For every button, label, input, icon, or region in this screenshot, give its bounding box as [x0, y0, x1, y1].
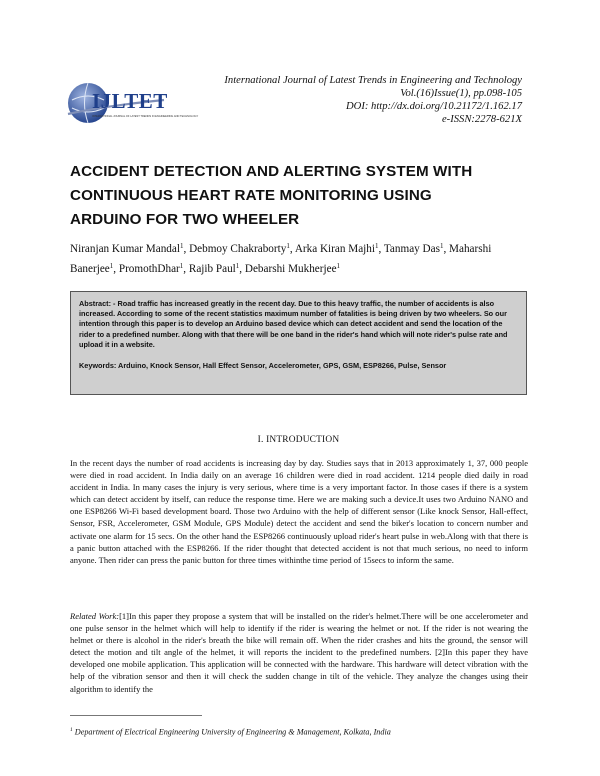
author: Tanmay Das$^1$,: [383, 242, 450, 255]
section-heading: I. INTRODUCTION: [257, 435, 340, 445]
journal-name: International Journal of Latest Trends in Engineering and Technology: [224, 75, 522, 86]
footnote-mark: 1: [70, 727, 73, 733]
journal-logo: [64, 76, 199, 132]
author: Maharshi Banerjee$^1$,: [70, 243, 492, 275]
keywords: Keywords: Arduino, Knock Sensor, Hall Effect Sensor, Accelerometer, GPS, GSM, ESP8266, Pulse, Sensor: [79, 361, 447, 371]
abstract-box: [70, 291, 527, 395]
abstract-text: Abstract: - Road traffic has increased greatly in the recent day. Due to this heavy traffic, the number of accidents is also increased. According to some of the recent statistics maximum number of fatalities is being driven by two wheelers. So our intention through this paper is to develop an Arduino based device which can detect accident and send the location of the rider to a predefined number. Along with that there will be one band in the rider's hand which will note rider's pulse rate and upload it in a website.: [79, 299, 508, 349]
title-line: ARDUINO FOR TWO WHEELER: [70, 211, 300, 228]
journal-issn: e-ISSN:2278-621X: [441, 114, 522, 125]
related-work-text: [1]In this paper they propose a system that will be installed on the rider's helmet.There will be one accelerometer and one pulse sensor in the helmet which will help to identify if the rider is wearing the helmet or not. If the rider is not wearing the helmet or there is alcohol in the rider's breath the bike will remain off. When the rider crashes and hits the ground, the sensor will detect the motion and tilt angle of the helmet, it will reports the incident to the predefined numbers. [2]In this paper they have developed one mobile application. This application will be connected with the hardware. This hardware will detect vibration with the help of the vibration sensor and then it will check the sudden change in tilt of the vehicle. They analyze the changes using their algorithm to identify the: [70, 611, 528, 694]
related-work-label: Related Work:: [70, 611, 120, 621]
author: Debmoy Chakraborty$^1$,: [189, 242, 295, 255]
footnote-text: Department of Electrical Engineering University of Engineering & Management, Kolkata, India: [72, 727, 391, 737]
author: Debarshi Mukherjee$^1$: [244, 262, 341, 275]
paper-title: [70, 160, 540, 232]
footnote: [70, 727, 530, 737]
journal-doi: DOI: http://dx.doi.org/10.21172/1.162.17: [346, 101, 522, 112]
author: Niranjan Kumar Mandal$^1$,: [70, 242, 190, 255]
paragraph: [70, 610, 528, 695]
journal-header: [162, 74, 522, 126]
author: Rajib Paul$^1$,: [188, 262, 245, 275]
author: Arka Kiran Majhi$^1$,: [294, 242, 384, 255]
logo-tagline: INTERNATIONAL JOURNAL OF LATEST TRENDS IN ENGINEERING AND TECHNOLOGY: [92, 115, 199, 118]
author-list: [70, 238, 535, 278]
title-line: ACCIDENT DETECTION AND ALERTING SYSTEM WITH: [70, 163, 473, 180]
logo-text: IJLTET: [92, 89, 168, 113]
author: PromothDhar$^1$,: [118, 262, 189, 275]
footnote-divider: [70, 715, 202, 716]
journal-volume: Vol.(16)Issue(1), pp.098-105: [400, 88, 522, 99]
paragraph: In the recent days the number of road accidents is increasing day by day. Studies says that in 2013 approximately 1, 37, 000 people were died in road accident. In India daily on an average 16 children were died in road accident. 1214 people died daily in road accident in India. In many cases the injury is very serious, where time is a very important factor. In those cases if there is a system which can detect accident by itself, can reduce the response time. Here we are making such a device.It uses two Arduino NANO and one ESP8266 Wi-Fi based development board. Those two Arduino with the help of different sensor (Like knock Sensor, Hall-effect, Sensor, FSR, Accelerometer, GSM Module, GPS Module) detect the accident and send the biker's location to concern number and activate one alarm for 15 secs. On the other hand the ESP8266 continuously upload rider's heart pulse in web.Along with that there is a panic button attached with the ESP8266. If the rider thought that detected accident is not that much serious, no need to inform anyone. Then rider can press the panic button for three times withinthe time period of 15secs to inform the same.: [70, 458, 528, 565]
title-line: CONTINUOUS HEART RATE MONITORING USING: [70, 187, 432, 204]
